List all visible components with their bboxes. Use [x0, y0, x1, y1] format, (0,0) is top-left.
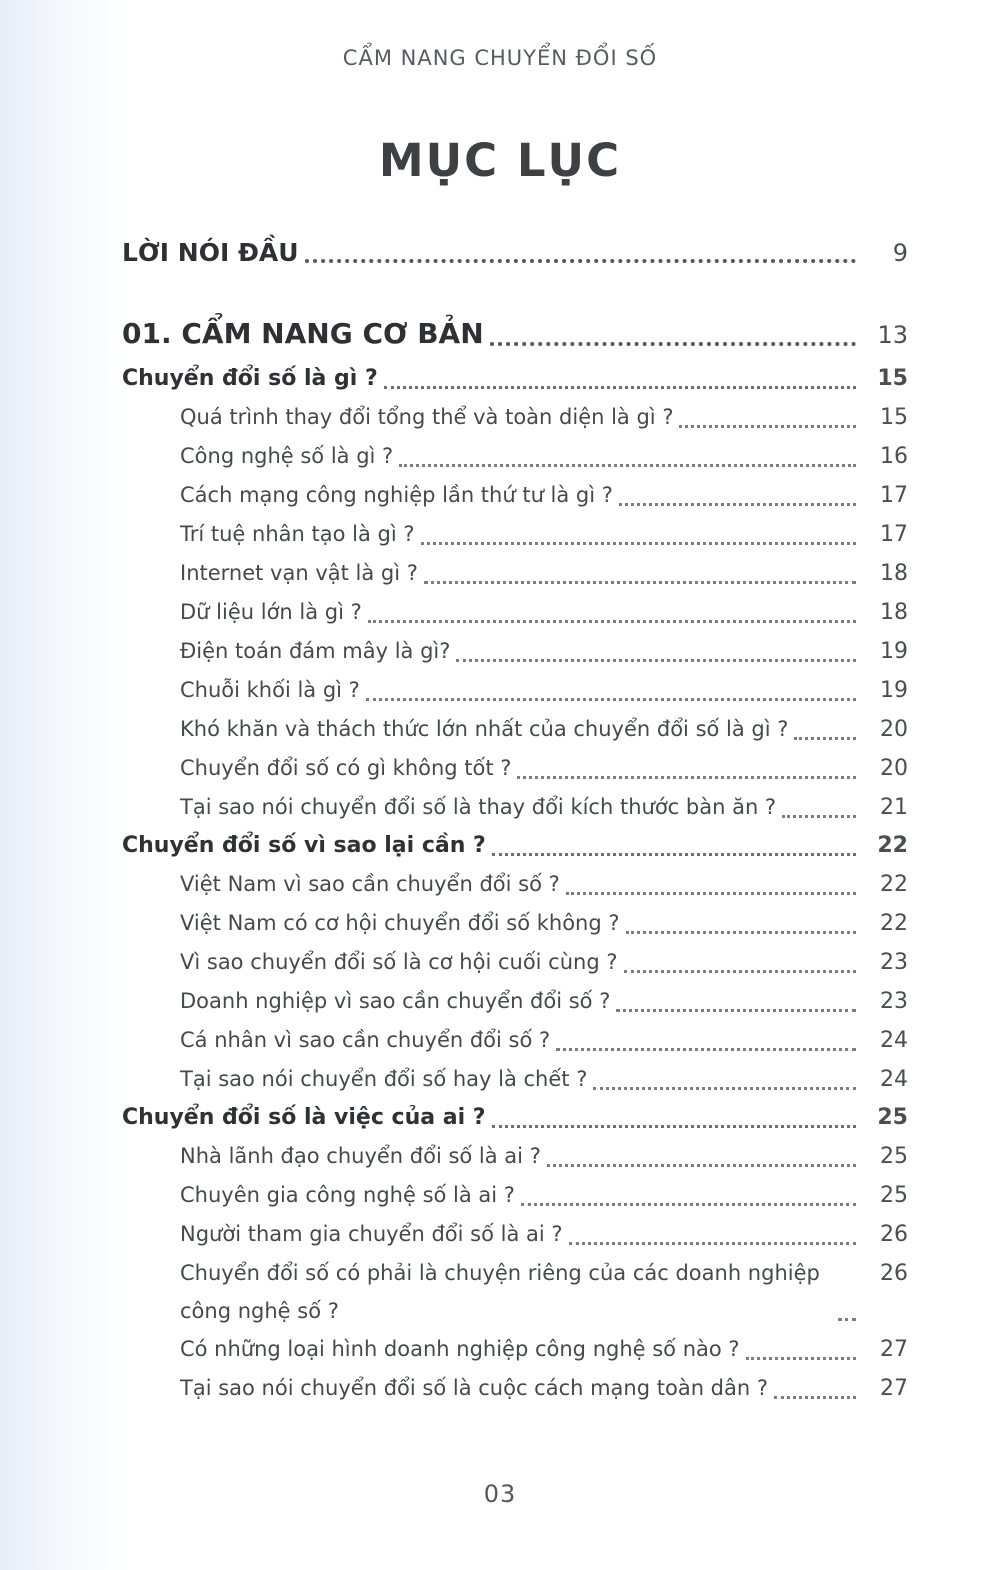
toc-entry-page: 25 [877, 1105, 908, 1130]
dot-leader [593, 1087, 856, 1090]
dot-leader [679, 425, 856, 428]
toc-entry [122, 233, 908, 273]
toc-entry-page: 18 [880, 600, 908, 625]
toc-entry [180, 982, 908, 1021]
dot-leader [368, 620, 856, 623]
toc-entry-label: Việt Nam có cơ hội chuyển đổi số không ? [180, 911, 620, 935]
toc-entry-page: 17 [880, 522, 908, 547]
toc-entry-label: LỜI NÓI ĐẦU [122, 238, 299, 267]
toc-entry [180, 632, 908, 671]
toc-entry [180, 593, 908, 632]
toc-entry [180, 710, 908, 749]
dot-leader [746, 1357, 856, 1360]
toc-entry-label: Công nghệ số là gì ? [180, 444, 394, 468]
toc-entry [180, 437, 908, 476]
toc-entry [180, 1021, 908, 1060]
toc-entry-label: Nhà lãnh đạo chuyển đổi số là ai ? [180, 1144, 541, 1168]
toc-entry-page: 26 [880, 1222, 908, 1247]
toc-entry-page: 22 [877, 833, 908, 858]
toc-entry-page: 23 [880, 950, 908, 975]
toc-entry-page: 16 [880, 444, 908, 469]
toc-entry-page: 27 [880, 1337, 908, 1362]
toc-entry-page: 18 [880, 561, 908, 586]
toc-entry-page: 20 [880, 756, 908, 781]
toc-entry [122, 1099, 908, 1137]
toc-entry-page: 19 [880, 678, 908, 703]
toc-entry [180, 1254, 908, 1330]
toc-entry-label: Cá nhân vì sao cần chuyển đổi số ? [180, 1028, 551, 1052]
toc-entry-page: 22 [880, 911, 908, 936]
dot-leader [624, 970, 856, 973]
toc-entry-page: 22 [880, 872, 908, 897]
toc-entry-label: Chuyển đổi số có phải là chuyện riêng của các doanh nghiệp công nghệ số ? [180, 1261, 820, 1323]
toc-entry-label: Khó khăn và thách thức lớn nhất của chuyển đổi số là gì ? [180, 717, 789, 741]
toc-entry-label: Tại sao nói chuyển đổi số hay là chết ? [180, 1067, 588, 1091]
toc-entry [122, 360, 908, 398]
dot-leader [619, 503, 856, 506]
toc-entry [180, 1369, 908, 1408]
toc-entry [122, 827, 908, 865]
toc-entry-label: Trí tuệ nhân tạo là gì ? [180, 522, 415, 546]
toc-entry [180, 476, 908, 515]
dot-leader [774, 1396, 856, 1399]
dot-leader [384, 386, 856, 389]
toc-entry-label: Quá trình thay đổi tổng thể và toàn diện là gì ? [180, 405, 674, 429]
toc-entry [180, 1060, 908, 1099]
dot-leader [517, 776, 856, 779]
toc-entry [180, 1215, 908, 1254]
page-title: MỤC LỤC [378, 134, 622, 187]
dot-leader [492, 853, 856, 856]
toc-entry-label: Dữ liệu lớn là gì ? [180, 600, 362, 624]
dot-leader [366, 698, 856, 701]
toc-entry-label: Tại sao nói chuyển đổi số là cuộc cách mạng toàn dân ? [180, 1376, 769, 1400]
toc-entry [180, 1330, 908, 1369]
running-header: CẨM NANG CHUYỂN ĐỔI SỐ [342, 46, 658, 70]
dot-leader [424, 581, 856, 584]
dot-leader [421, 542, 857, 545]
toc-entry-label: Chuyển đổi số là gì ? [122, 366, 378, 391]
toc-entry-label: Chuyển đổi số vì sao lại cần ? [122, 833, 486, 858]
toc-entry [180, 749, 908, 788]
dot-leader [616, 1009, 856, 1012]
dot-leader [556, 1048, 856, 1051]
toc-entry [180, 943, 908, 982]
toc-entry-label: Việt Nam vì sao cần chuyển đổi số ? [180, 872, 560, 896]
dot-leader [305, 259, 856, 263]
toc-entry-label: Chuyển đổi số là việc của ai ? [122, 1105, 486, 1130]
toc-entry-label: Cách mạng công nghiệp lần thứ tư là gì ? [180, 483, 613, 507]
toc-entry-page: 21 [880, 795, 908, 820]
dot-leader [569, 1242, 856, 1245]
toc-entry [180, 515, 908, 554]
toc-entry [180, 1176, 908, 1215]
toc-entry [180, 1137, 908, 1176]
footer-page-number: 03 [483, 1480, 517, 1508]
dot-leader [492, 1125, 856, 1128]
toc-entry-label: Người tham gia chuyển đổi số là ai ? [180, 1222, 563, 1246]
toc-entry [180, 398, 908, 437]
toc-entry-page: 26 [880, 1261, 908, 1286]
dot-leader [521, 1203, 856, 1206]
toc-entry [180, 904, 908, 943]
dot-leader [399, 464, 856, 467]
dot-leader [782, 815, 856, 818]
toc-entry-label: Internet vạn vật là gì ? [180, 561, 418, 585]
dot-leader [456, 659, 856, 662]
toc-entry-label: Điện toán đám mây là gì? [180, 639, 451, 663]
toc-entry-label: Có những loại hình doanh nghiệp công nghệ số nào ? [180, 1337, 740, 1361]
toc-entry-page: 20 [880, 717, 908, 742]
toc-entry [180, 554, 908, 593]
dot-leader [566, 892, 856, 895]
toc-entry-label: Chuỗi khối là gì ? [180, 678, 360, 702]
toc-entry-page: 17 [880, 483, 908, 508]
toc-entry-page: 19 [880, 639, 908, 664]
dot-leader [838, 1318, 856, 1321]
table-of-contents [0, 233, 1000, 1408]
toc-entry-page: 24 [880, 1067, 908, 1092]
toc-entry-page: 13 [877, 321, 908, 349]
toc-entry-page: 27 [880, 1376, 908, 1401]
toc-entry-page: 23 [880, 989, 908, 1014]
toc-entry-label: Tại sao nói chuyển đổi số là thay đổi kích thước bàn ăn ? [180, 795, 777, 819]
toc-entry-page: 15 [877, 366, 908, 391]
dot-leader [547, 1164, 856, 1167]
toc-entry-label: Chuyên gia công nghệ số là ai ? [180, 1183, 515, 1207]
dot-leader [794, 737, 856, 740]
toc-entry-label: Doanh nghiệp vì sao cần chuyển đổi số ? [180, 989, 611, 1013]
toc-entry [180, 671, 908, 710]
toc-entry-page: 24 [880, 1028, 908, 1053]
toc-entry [122, 311, 908, 358]
toc-entry-label: 01. CẨM NANG CƠ BẢN [122, 317, 484, 350]
toc-entry-page: 25 [880, 1144, 908, 1169]
toc-entry-label: Chuyển đổi số có gì không tốt ? [180, 756, 512, 780]
dot-leader [626, 931, 856, 934]
toc-entry-page: 15 [880, 405, 908, 430]
toc-entry-page: 25 [880, 1183, 908, 1208]
dot-leader [490, 342, 856, 346]
toc-entry [180, 865, 908, 904]
toc-entry [180, 788, 908, 827]
toc-entry-page: 9 [892, 239, 908, 267]
toc-entry-label: Vì sao chuyển đổi số là cơ hội cuối cùng ? [180, 950, 618, 974]
